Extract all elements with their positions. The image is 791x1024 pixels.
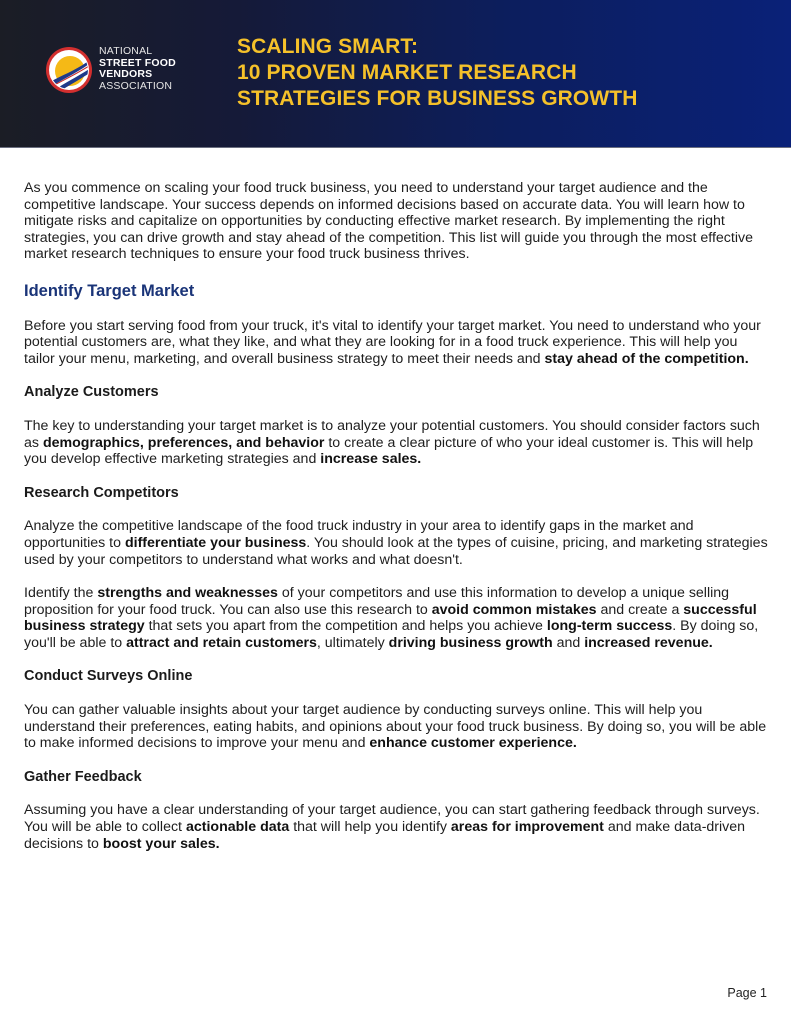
body-text: . You should look at the types of cuisine, pricing, and marketing strategies used by your competitors to understand what works and what doesn't. xyxy=(24,534,768,568)
emphasis-text: long-term success xyxy=(546,618,673,635)
body-text: . By doing so, you'll be able to xyxy=(24,618,759,651)
emphasis-text: stay ahead of the competition. xyxy=(544,350,749,367)
body-text: and xyxy=(552,634,585,651)
emphasis-text: successful business strategy xyxy=(24,601,757,635)
intro-paragraph: As you commence on scaling your food truck business, you need to understand your target audience and the competitive landscape. Your success depends on informed decisions based on accurate data. You will learn how to mitigate risks and capitalize on opportunities by conducting effective market research. By implementing the right strategies, you can drive growth and stay ahead of the competition. This list will guide you through the most effective market research techniques to ensure your food truck business thrives. xyxy=(24,180,753,263)
subsection-paragraph xyxy=(24,518,768,568)
emphasis-text: areas for improvement xyxy=(450,819,604,836)
page-header xyxy=(0,0,791,148)
emphasis-text: differentiate your business xyxy=(124,534,307,551)
body-text: Before you start serving food from your truck, it's vital to identify your target market. You need to understand who your potential customers are, what they like, and what they are looking for in a food truck experience. This will help you tailor your menu, marketing, and overall business strategy to meet their needs and xyxy=(24,317,761,367)
emphasis-text: attract and retain customers xyxy=(126,634,317,651)
subsection-heading: Gather Feedback xyxy=(24,768,142,785)
emphasis-text: increased revenue. xyxy=(584,634,713,651)
body-text: You can gather valuable insights about your target audience by conducting surveys online. This will help you understand their preferences, eating habits, and opinions about your food truck business. By doing so, you will be able to make informed decisions to improve your menu and xyxy=(24,702,767,752)
subsection-heading: Conduct Surveys Online xyxy=(24,668,193,685)
org-name xyxy=(99,46,176,92)
body-text: Analyze the competitive landscape of the food truck industry in your area to identify gaps in the market and opportunities to xyxy=(24,518,694,551)
body-text: and make data-driven decisions to xyxy=(24,819,746,852)
body-text: , ultimately xyxy=(316,634,389,651)
section-heading: Identify Target Market xyxy=(24,281,195,300)
emphasis-text: enhance customer experience. xyxy=(369,735,577,752)
org-name-line: STREET FOOD xyxy=(99,56,176,69)
document-body xyxy=(24,180,768,852)
emphasis-text: actionable data xyxy=(185,819,290,836)
title-line: STRATEGIES FOR BUSINESS GROWTH xyxy=(237,87,638,110)
emphasis-text: demographics, preferences, and behavior xyxy=(42,434,325,451)
emphasis-text: increase sales. xyxy=(320,451,422,468)
subsection-paragraph xyxy=(24,418,768,468)
title-line: SCALING SMART: xyxy=(237,35,419,58)
page-title xyxy=(237,34,637,112)
body-text: Identify the xyxy=(24,585,98,602)
subsection-paragraph xyxy=(24,702,768,752)
emphasis-text: boost your sales. xyxy=(102,835,220,852)
sun-road-logo-icon xyxy=(45,46,93,94)
org-name-line: ASSOCIATION xyxy=(99,79,173,92)
emphasis-text: avoid common mistakes xyxy=(431,601,597,618)
body-text: of your competitors and use this information to develop a unique selling proposition for your food truck. You can also use this research to xyxy=(24,585,730,618)
body-text: Assuming you have a clear understanding of your target audience, you can start gathering feedback through surveys. You will be able to collect xyxy=(24,802,760,836)
emphasis-text: strengths and weaknesses xyxy=(97,585,278,602)
subsection-heading: Analyze Customers xyxy=(24,384,159,401)
body-text: that will help you identify xyxy=(289,819,451,836)
body-text: The key to understanding your target market is to analyze your potential customers. You should consider factors such as xyxy=(24,417,760,451)
section-paragraph xyxy=(24,318,768,368)
body-text: and create a xyxy=(596,601,684,618)
emphasis-text: driving business growth xyxy=(388,634,553,651)
subsection-paragraph xyxy=(24,585,768,651)
subsection-heading: Research Competitors xyxy=(24,484,179,501)
title-line: 10 PROVEN MARKET RESEARCH xyxy=(237,61,577,84)
body-text: to create a clear picture of who your ideal customer is. This will help you develop effective marketing strategies and xyxy=(24,434,754,468)
org-name-line: NATIONAL xyxy=(99,45,153,57)
subsection-paragraph xyxy=(24,802,768,852)
body-text: that sets you apart from the competition and helps you achieve xyxy=(144,618,547,635)
org-name-line: VENDORS xyxy=(99,68,153,81)
page-number: Page 1 xyxy=(727,986,767,1000)
